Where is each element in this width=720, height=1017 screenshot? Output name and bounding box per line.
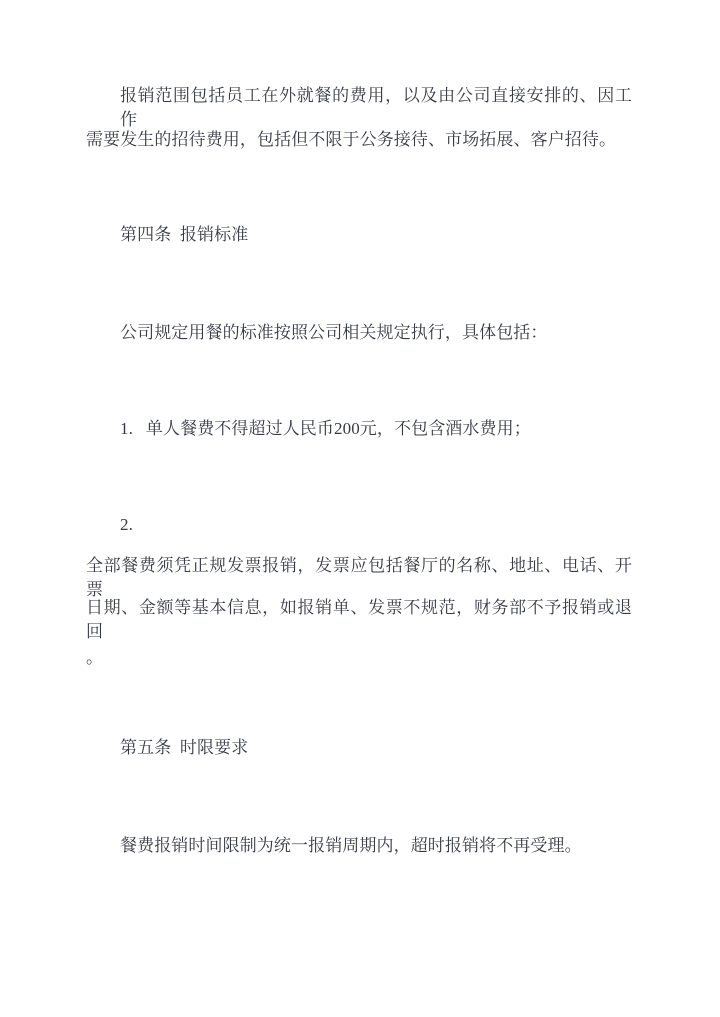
- paragraph-invoice-line-1: 全部餐费须凭正规发票报销，发票应包括餐厅的名称、地址、电话、开票: [86, 556, 632, 599]
- paragraph-deadline: 餐费报销时间限制为统一报销周期内，超时报销将不再受理。: [120, 836, 582, 855]
- paragraph-invoice-line-2: 日期、金额等基本信息，如报销单、发票不规范，财务部不予报销或退回: [86, 598, 632, 641]
- paragraph-standard-intro: 公司规定用餐的标准按照公司相关规定执行，具体包括：: [120, 323, 548, 342]
- section-heading-article-5: 第五条 时限要求: [120, 738, 249, 757]
- paragraph-scope-line-2: 需要发生的招待费用，包括但不限于公务接待、市场拓展、客户招待。: [86, 130, 617, 149]
- paragraph-scope-line-1: 报销范围包括员工在外就餐的费用，以及由公司直接安排的、因工作: [120, 86, 632, 129]
- list-item-1: 1. 单人餐费不得超过人民币200元，不包含酒水费用；: [120, 419, 531, 438]
- list-item-2-number: 2.: [120, 515, 133, 534]
- paragraph-invoice-line-3: 。: [86, 648, 104, 667]
- section-heading-article-4: 第四条 报销标准: [120, 225, 249, 244]
